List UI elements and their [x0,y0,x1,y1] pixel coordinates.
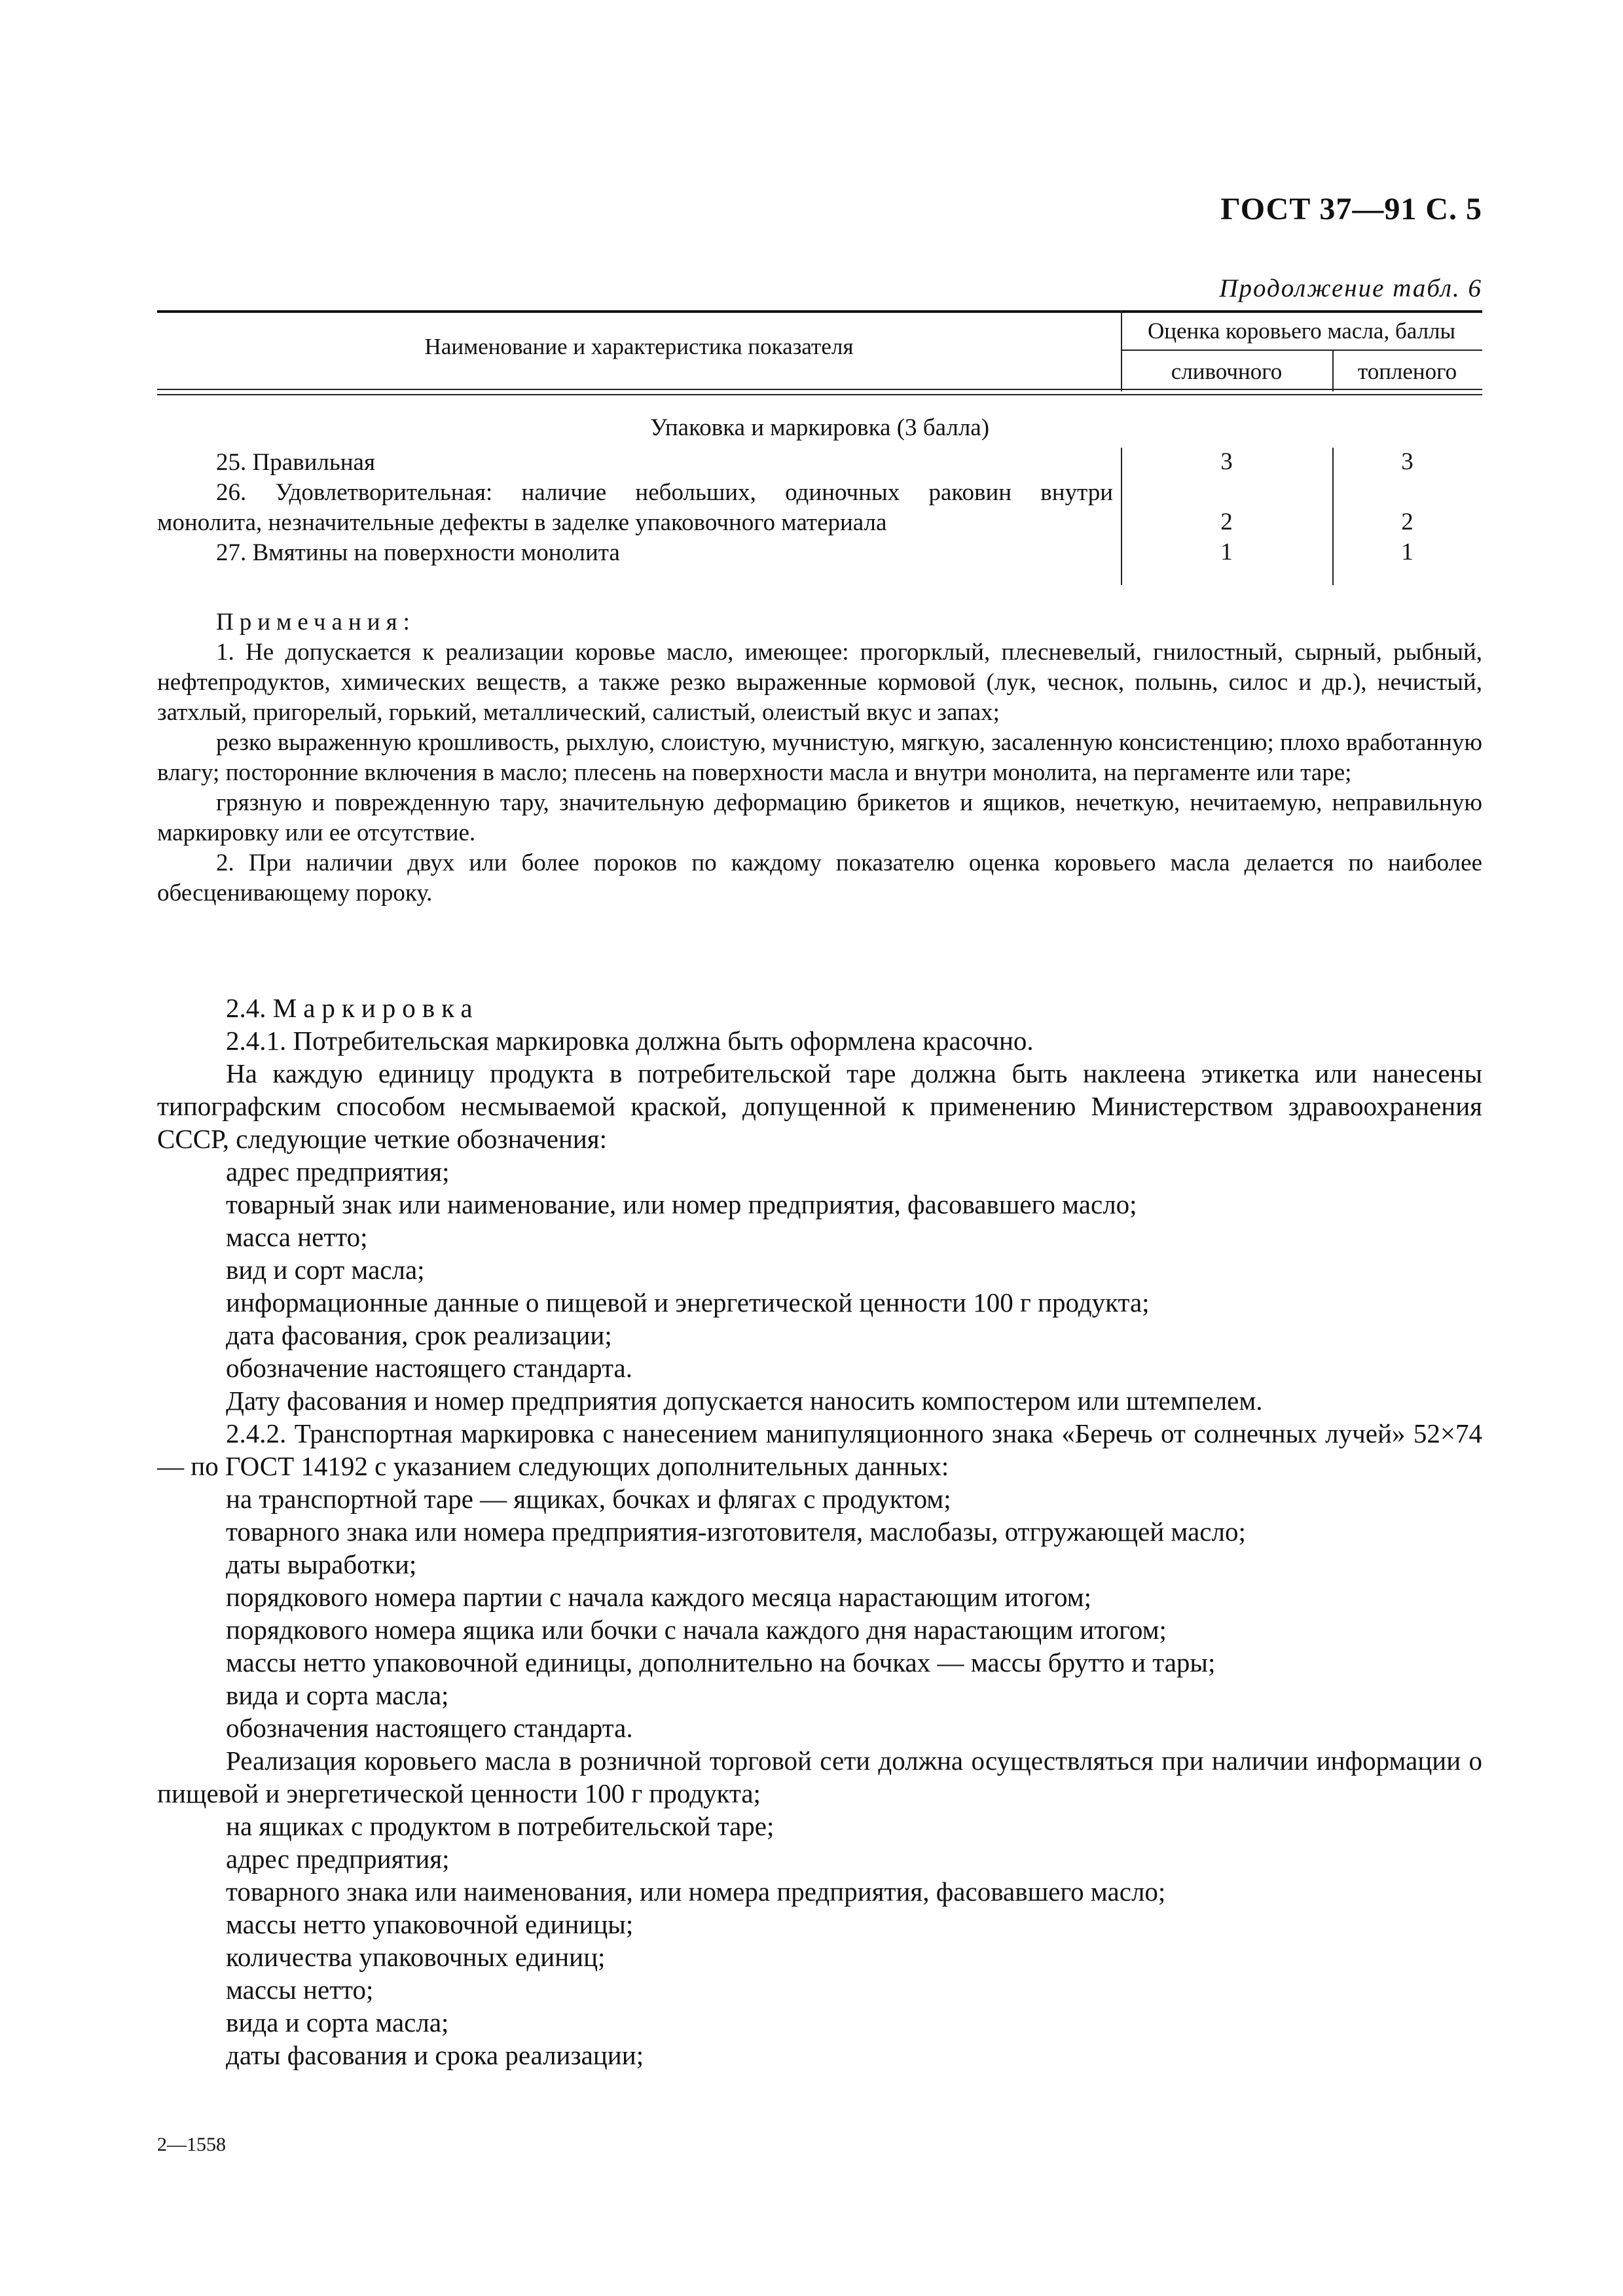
list-item: дата фасования, срок реализации; [226,1320,612,1350]
row-27-melted: 1 [1401,539,1413,565]
date-stamp-note: Дату фасования и номер предприятия допускается наносить компостером или штемпелем. [226,1386,1263,1416]
list-item: количества упаковочных единиц; [226,1942,606,1972]
list-item: на транспортной таре — ящиках, бочках и флягах с продуктом; [226,1484,951,1514]
list-item: вид и сорт масла; [226,1255,425,1285]
clause-2-4-2: 2.4.2. Транспортная маркировка с нанесением манипуляционного знака «Беречь от солнечных лучей» 52×74 — по ГОСТ 14192 с указанием следующих дополнительных данных: [157,1418,1482,1481]
list-item: товарный знак или наименование, или номер предприятия, фасовавшего масло; [226,1189,1137,1219]
col-name-header: Наименование и характеристика показателя [424,334,854,359]
note-1: 1. Не допускается к реализации коровье масло, имеющее: прогорклый, плесневелый, гнилостный, сырный, рыбный, нефтепродуктов, химических веществ, а также резко выраженные кормовой (лук, чеснок, полынь, силос и др.), нечистый, затхлый, пригорелый, горький, металлический, салистый, олеистый вкус и запах; [157,639,1482,726]
list-item: массы нетто упаковочной единицы, дополнительно на бочках — массы брутто и тары; [226,1647,1216,1677]
row-25-melted: 3 [1401,448,1413,475]
row-label: 25. Правильная [216,449,375,476]
col-sweet-header: сливочного [1171,359,1283,384]
list-item: даты фасования и срока реализации; [226,2040,644,2070]
note-1-consistency: резко выраженную крошливость, рыхлую, слоистую, мучнистую, мягкую, засаленную консистенцию; плохо вработанную влагу; посторонние включения в масло; плесень на поверхности масла и внутри монолита, на пергаменте или таре; [157,729,1482,786]
row-27-sweet: 1 [1220,539,1233,565]
list-item: порядкового номера ящика или бочки с начала каждого дня нарастающим итогом; [226,1615,1167,1645]
list-item: информационные данные о пищевой и энергетической ценности 100 г продукта; [226,1287,1150,1318]
list-item: обозначения настоящего стандарта. [226,1713,633,1743]
list-item: порядкового номера партии с начала каждого месяца нарастающим итогом; [226,1582,1092,1612]
label-requirements: На каждую единицу продукта в потребительской таре должна быть наклеена этикетка или нанесены типографским способом несмываемой краской, допущенной к применению Министерством здравоохранения СССР, следующие четкие обозначения: [157,1058,1482,1154]
table-row-27 [157,538,1106,568]
row-26-melted: 2 [1401,509,1413,535]
table-row-25 [157,448,1106,478]
consumer-marking-list [157,1155,1482,1384]
table-section-title: Упаковка и маркировка (3 балла) [649,414,990,441]
row-label: 26. Удовлетворительная: наличие небольших, одиночных раковин внутри [216,479,1113,506]
row-25-sweet: 3 [1220,448,1233,475]
note-2: 2. При наличии двух или более пороков по каждому показателю оценка коровьего масла делается по наиболее обесценивающему пороку. [157,850,1482,906]
col-score-header: Оценка коровьего масла, баллы [1147,318,1456,344]
header-bottom-border [157,389,1482,395]
list-item: товарного знака или наименования, или номера предприятия, фасовавшего масло; [226,1876,1166,1907]
print-code: 2—1558 [157,2134,226,2155]
list-item: адрес предприятия; [226,1157,450,1187]
list-item: вида и сорта масла; [226,2007,449,2037]
page-header: ГОСТ 37—91 С. 5 [1220,192,1482,226]
retail-requirement: Реализация коровьего масла в розничной торговой сети должна осуществляться при наличии информации о пищевой и энергетической ценности 100 г продукта; [157,1746,1482,1808]
list-item: вида и сорта масла; [226,1680,449,1710]
header-inner-line [1121,350,1482,351]
row-26-sweet: 2 [1220,509,1233,535]
list-item: обозначение настоящего стандарта. [226,1353,632,1383]
table-row-26 [157,478,1113,538]
section-heading: 2.4. Маркировка [226,993,479,1023]
table-top-border [157,310,1482,313]
row-label: 27. Вмятины на поверхности монолита [216,539,620,566]
clause-2-4-1: 2.4.1. Потребительская маркировка должна быть оформлена красочно. [226,1026,1034,1056]
table-notes [157,607,1482,908]
list-item: даты выработки; [226,1549,417,1579]
list-item: масса нетто; [226,1222,368,1252]
col-melted-header: топленого [1357,359,1457,384]
transport-marking-list [157,1482,1482,1744]
notes-title: Примечания: [216,609,416,636]
note-1-packaging: грязную и поврежденную тару, значительную деформацию брикетов и ящиков, нечеткую, нечитаемую, неправильную маркировку или ее отсутствие. [157,789,1482,846]
row-label-continued: монолита, незначительные дефекты в заделке упаковочного материала [157,509,887,536]
section-2-4 [157,992,1482,2072]
list-item: на ящиках с продуктом в потребительской таре; [226,1811,775,1841]
list-item: массы нетто упаковочной единицы; [226,1909,634,1939]
table-continuation-label: Продолжение табл. 6 [1219,274,1482,302]
list-item: товарного знака или номера предприятия-изготовителя, маслобазы, отгружающей масло; [226,1516,1246,1547]
table-6 [157,310,1482,592]
list-item: массы нетто; [226,1975,374,2005]
box-marking-list [157,1810,1482,2072]
list-item: адрес предприятия; [226,1844,450,1874]
